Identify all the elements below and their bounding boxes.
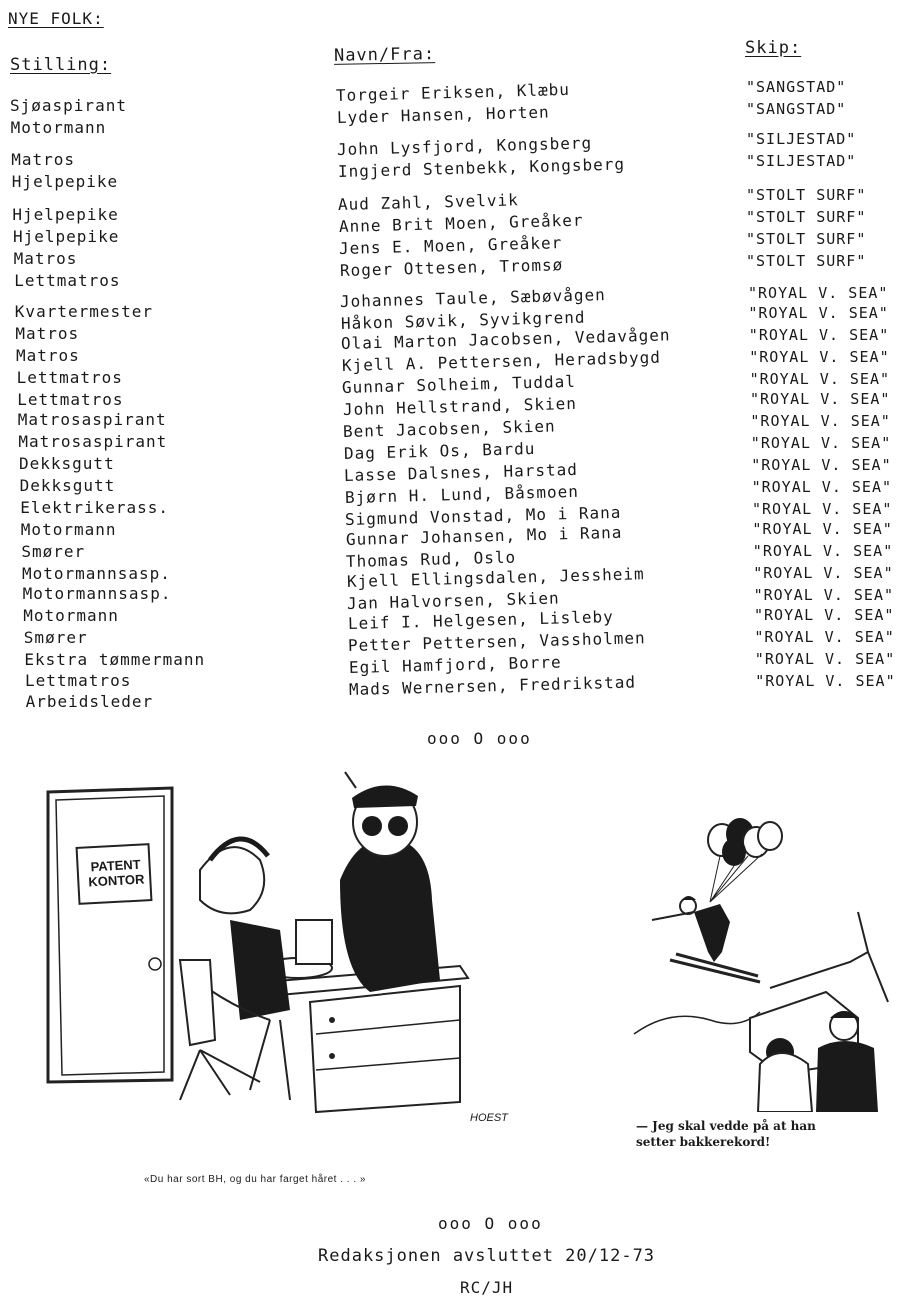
navn-cell: Bjørn H. Lund, Båsmoen xyxy=(344,481,579,507)
stilling-cell: Sjøaspirant xyxy=(10,96,127,115)
navn-cell: Kjell A. Pettersen, Heradsbygd xyxy=(341,347,661,375)
skip-cell: "STOLT SURF" xyxy=(746,252,867,270)
navn-cell: Håkon Søvik, Syvikgrend xyxy=(340,307,586,333)
stilling-cell: Lettmatros xyxy=(25,671,132,690)
skip-cell: "ROYAL V. SEA" xyxy=(755,672,896,690)
stilling-cell: Hjelpepike xyxy=(12,205,119,224)
stilling-cell: Smører xyxy=(21,542,86,561)
separator-top: ooo O ooo xyxy=(427,729,532,748)
stilling-cell: Matros xyxy=(11,150,75,169)
skip-cell: "ROYAL V. SEA" xyxy=(754,650,896,668)
stilling-cell: Arbeidsleder xyxy=(25,692,154,711)
stilling-cell: Matrosaspirant xyxy=(18,432,168,451)
skip-cell: "ROYAL V. SEA" xyxy=(750,412,891,430)
stilling-cell: Elektrikerass. xyxy=(20,498,170,517)
office-cartoon xyxy=(40,770,520,1160)
closing-note: Redaksjonen avsluttet 20/12-73 xyxy=(318,1246,656,1266)
ski-cartoon-caption xyxy=(636,1118,816,1150)
navn-cell: Roger Ottesen, Tromsø xyxy=(339,255,563,280)
navn-cell: Lasse Dalsnes, Harstad xyxy=(343,459,579,485)
skip-cell: "ROYAL V. SEA" xyxy=(748,284,889,302)
stilling-cell: Lettmatros xyxy=(14,271,121,290)
skip-cell: "ROYAL V. SEA" xyxy=(753,564,894,582)
ski-caption-line2: setter bakkerekord! xyxy=(636,1135,771,1149)
separator-bottom: ooo O ooo xyxy=(438,1214,543,1233)
navn-cell: Leif I. Helgesen, Lisleby xyxy=(347,607,614,633)
stilling-cell: Matros xyxy=(15,324,80,343)
stilling-cell: Lettmatros xyxy=(16,368,123,387)
skip-cell: "STOLT SURF" xyxy=(746,186,867,204)
door-sign-line1: PATENT xyxy=(90,856,141,875)
navn-cell: Mads Wernersen, Fredrikstad xyxy=(348,672,637,699)
ski-caption-line1: — Jeg skal vedde på at han xyxy=(636,1119,816,1133)
navn-cell: Petter Pettersen, Vassholmen xyxy=(347,628,646,655)
stilling-cell: Lettmatros xyxy=(17,390,124,409)
navn-cell: Gunnar Solheim, Tuddal xyxy=(341,371,577,397)
page-title: NYE FOLK: xyxy=(8,9,104,28)
skip-cell: "ROYAL V. SEA" xyxy=(750,434,892,452)
stilling-cell: Kvartermester xyxy=(14,302,154,321)
navn-cell: Olai Marton Jacobsen, Vedavågen xyxy=(340,325,671,353)
skip-cell: "ROYAL V. SEA" xyxy=(752,520,893,538)
skip-cell: "ROYAL V. SEA" xyxy=(752,542,894,560)
skip-cell: "SILJESTAD" xyxy=(746,130,857,148)
skip-cell: "STOLT SURF" xyxy=(746,230,867,248)
skip-cell: "SANGSTAD" xyxy=(746,78,847,96)
skip-cell: "ROYAL V. SEA" xyxy=(754,606,895,624)
skip-cell: "ROYAL V. SEA" xyxy=(751,478,893,496)
ski-cartoon xyxy=(630,812,890,1112)
navn-cell: Bent Jacobsen, Skien xyxy=(342,416,556,441)
navn-cell: John Hellstrand, Skien xyxy=(342,393,577,419)
stilling-cell: Hjelpepike xyxy=(13,227,120,246)
stilling-cell: Hjelpepike xyxy=(11,172,119,191)
column-header-navn: Navn/Fra: xyxy=(333,44,436,66)
skip-cell: "ROYAL V. SEA" xyxy=(750,390,891,408)
cartoon-signature: HOEST xyxy=(470,1112,508,1124)
navn-cell: Johannes Taule, Sæbøvågen xyxy=(339,285,606,311)
stilling-cell: Smører xyxy=(23,628,88,647)
stilling-cell: Dekksgutt xyxy=(19,454,115,473)
skip-cell: "ROYAL V. SEA" xyxy=(748,326,890,344)
navn-cell: Jens E. Moen, Greåker xyxy=(338,233,563,258)
navn-cell: Gunnar Johansen, Mo i Rana xyxy=(345,522,623,549)
skip-cell: "ROYAL V. SEA" xyxy=(753,586,895,604)
editor-initials: RC/JH xyxy=(460,1278,514,1297)
stilling-cell: Matros xyxy=(16,346,80,365)
navn-cell: Ingjerd Stenbekk, Kongsberg xyxy=(337,154,625,181)
door-sign-line2: KONTOR xyxy=(87,871,145,890)
skip-cell: "ROYAL V. SEA" xyxy=(749,370,891,388)
skip-cell: "ROYAL V. SEA" xyxy=(751,456,892,474)
office-cartoon-caption: «Du har sort BH, og du har farget håret . . . » xyxy=(144,1174,366,1185)
navn-cell: Egil Hamfjord, Borre xyxy=(348,652,562,677)
stilling-cell: Motormannsasp. xyxy=(22,564,171,583)
navn-cell: Lyder Hansen, Horten xyxy=(336,102,550,127)
stilling-cell: Matrosaspirant xyxy=(17,410,167,429)
navn-cell: Thomas Rud, Oslo xyxy=(345,547,517,571)
navn-cell: John Lysfjord, Kongsberg xyxy=(336,133,593,159)
stilling-cell: Matros xyxy=(13,249,78,268)
column-header-stilling: Stilling: xyxy=(10,55,112,75)
stilling-cell: Dekksgutt xyxy=(19,476,116,495)
skip-cell: "ROYAL V. SEA" xyxy=(748,304,889,322)
navn-cell: Jan Halvorsen, Skien xyxy=(346,588,560,613)
stilling-cell: Motormann xyxy=(20,520,117,539)
navn-cell: Dag Erik Os, Bardu xyxy=(343,438,536,463)
navn-cell: Torgeir Eriksen, Klæbu xyxy=(335,79,571,105)
stilling-cell: Motormann xyxy=(23,606,119,625)
stilling-cell: Motormannsasp. xyxy=(22,584,172,603)
skip-cell: "ROYAL V. SEA" xyxy=(752,500,893,518)
stilling-cell: Ekstra tømmermann xyxy=(24,650,206,669)
navn-cell: Aud Zahl, Svelvik xyxy=(337,190,519,214)
stilling-cell: Motormann xyxy=(10,118,107,137)
skip-cell: "STOLT SURF" xyxy=(746,208,867,226)
skip-cell: "ROYAL V. SEA" xyxy=(754,628,895,646)
navn-cell: Sigmund Vonstad, Mo i Rana xyxy=(344,502,622,529)
navn-cell: Kjell Ellingsdalen, Jessheim xyxy=(346,564,645,591)
skip-cell: "SILJESTAD" xyxy=(746,152,857,170)
door-sign xyxy=(79,856,152,890)
skip-cell: "SANGSTAD" xyxy=(746,100,847,118)
column-header-skip: Skip: xyxy=(745,38,802,58)
skip-cell: "ROYAL V. SEA" xyxy=(749,348,890,366)
navn-cell: Anne Brit Moen, Greåker xyxy=(338,210,584,236)
